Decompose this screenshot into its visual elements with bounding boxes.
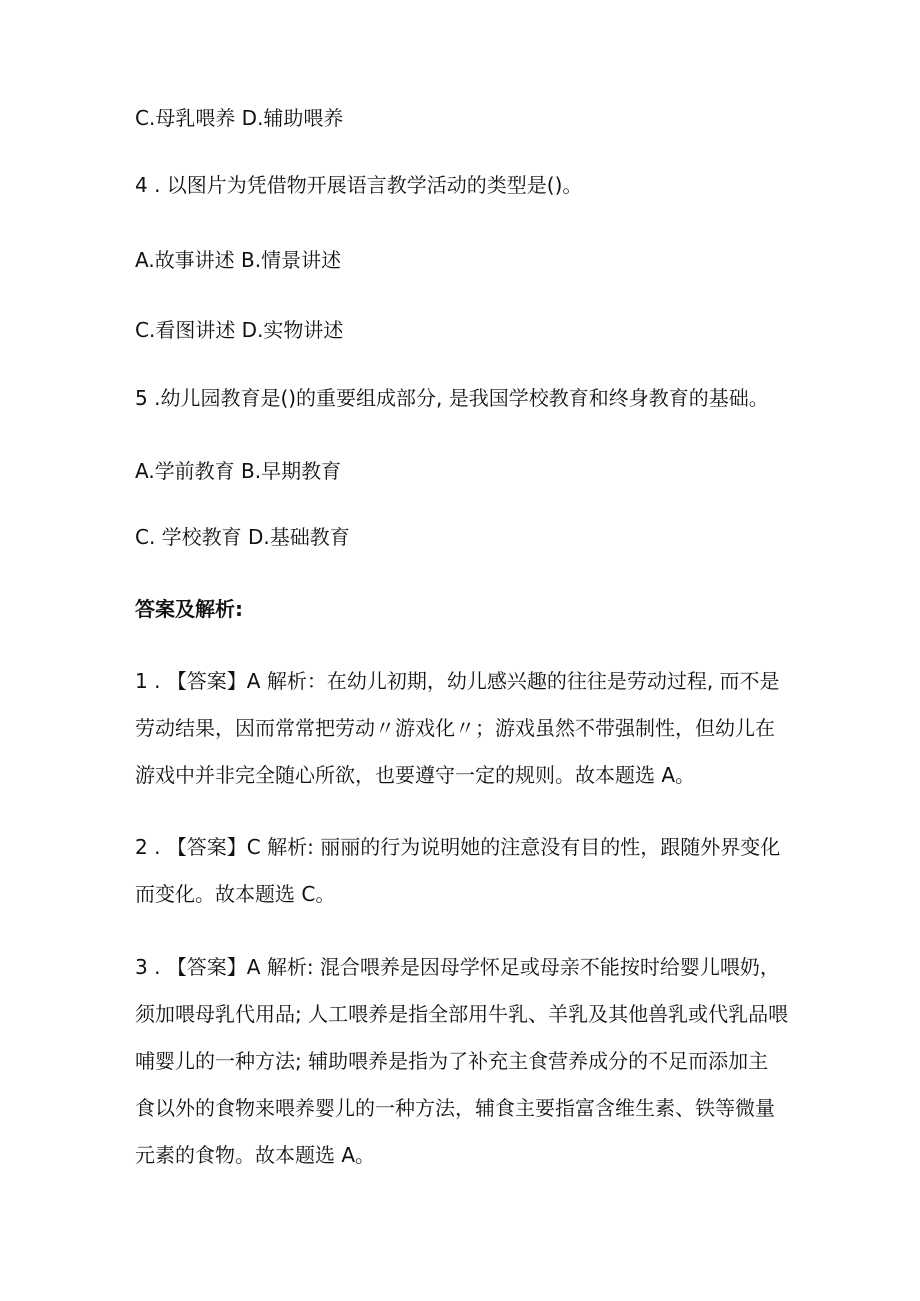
q5-options-ab: A.学前教育 B.早期教育	[135, 459, 342, 483]
q4-options-cd: C.看图讲述 D.实物讲述	[135, 318, 344, 342]
q5-options-cd: C. 学校教育 D.基础教育	[135, 525, 350, 549]
answer-1	[135, 669, 785, 787]
answer-1-line: 劳动结果，因而常常把劳动〃游戏化〃；游戏虽然不带强制性，但幼儿在	[135, 716, 775, 740]
answers-heading: 答案及解析:	[135, 597, 243, 621]
answer-1-line: 游戏中并非完全随心所欲，也要遵守一定的规则。故本题选 A。	[135, 763, 696, 787]
answer-3-line: 须加喂母乳代用品; 人工喂养是指全部用牛乳、羊乳及其他兽乳或代乳品喂	[135, 1002, 789, 1026]
answer-3-line: 元素的食物。故本题选 A。	[135, 1143, 376, 1167]
answer-3-line: 3 . 【答案】A 解析: 混合喂养是因母学怀足或母亲不能按时给婴儿喂奶，	[135, 955, 780, 979]
answer-2-line: 2 . 【答案】C 解析: 丽丽的行为说明她的注意没有目的性，跟随外界变化	[135, 835, 781, 859]
answer-3	[135, 955, 789, 1167]
q4-stem: 4 . 以图片为凭借物开展语言教学活动的类型是()。	[135, 173, 583, 197]
q4-options-ab: A.故事讲述 B.情景讲述	[135, 248, 342, 272]
answer-3-line: 食以外的食物来喂养婴儿的一种方法，辅食主要指富含维生素、铁等微量	[135, 1096, 775, 1120]
answer-3-line: 哺婴儿的一种方法; 辅助喂养是指为了补充主食营养成分的不足而添加主	[135, 1049, 769, 1073]
answer-2	[135, 835, 785, 906]
answer-2-line: 而变化。故本题选 C。	[135, 882, 336, 906]
answer-1-line: 1 . 【答案】A 解析：在幼儿初期，幼儿感兴趣的往往是劳动过程, 而不是	[135, 669, 780, 693]
q5-stem: 5 .幼儿园教育是()的重要组成部分, 是我国学校教育和终身教育的基础。	[135, 386, 769, 410]
q3-options-cd: C.母乳喂养 D.辅助喂养	[135, 106, 344, 130]
